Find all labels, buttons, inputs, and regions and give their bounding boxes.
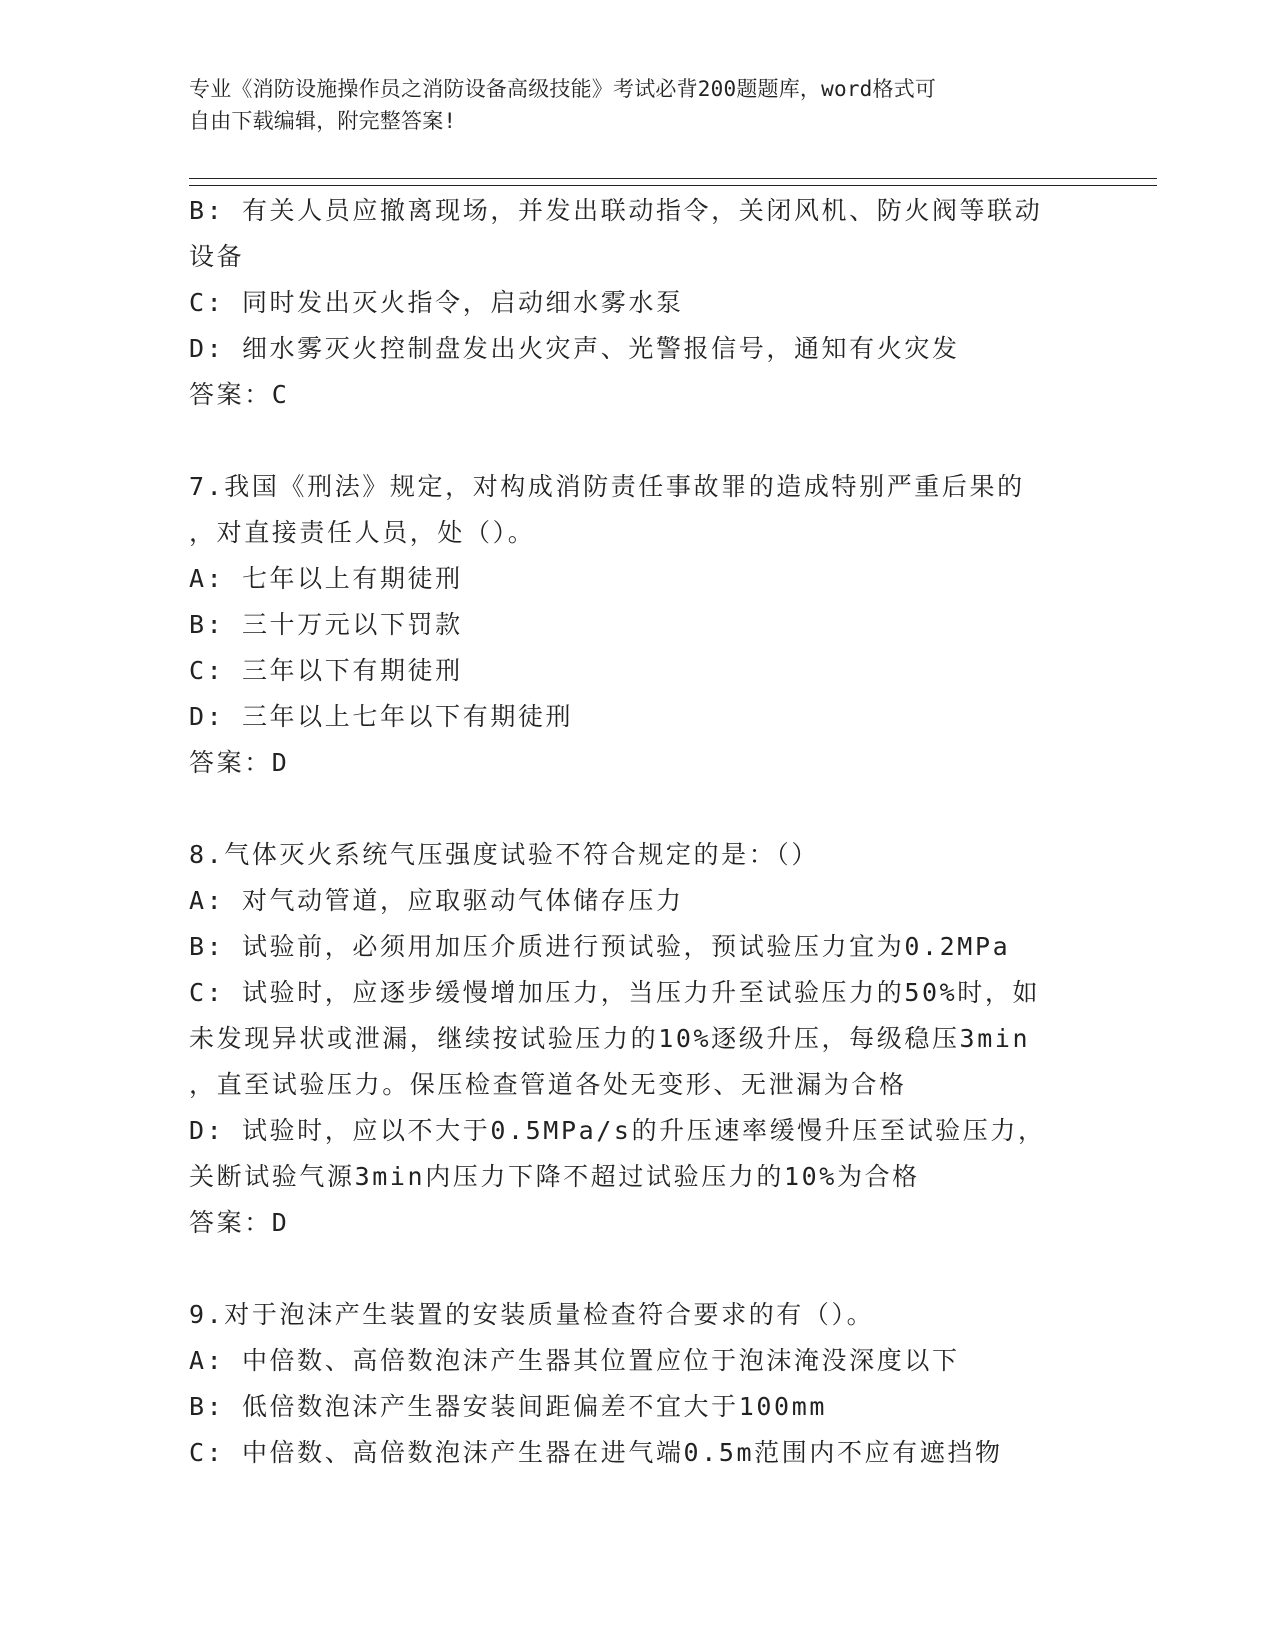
- question-8-answer: 答案：D: [189, 1208, 290, 1237]
- question-6-option-c: C: 同时发出灭火指令，启动细水雾水泵: [189, 288, 684, 317]
- question-7-option-b: B: 三十万元以下罚款: [189, 610, 463, 639]
- question-7-option-a: A: 七年以上有期徒刑: [189, 564, 463, 593]
- question-9-option-a: A: 中倍数、高倍数泡沫产生器其位置应位于泡沫淹没深度以下: [189, 1346, 960, 1375]
- question-8-option-c: C: 试验时，应逐步缓慢增加压力，当压力升至试验压力的50%时，如: [189, 978, 1041, 1007]
- question-8: [189, 832, 1089, 1246]
- question-6-option-d: D: 细水雾灭火控制盘发出火灾声、光警报信号，通知有火灾发: [189, 334, 960, 363]
- document-body: [189, 188, 1089, 1476]
- question-7-answer: 答案：D: [189, 748, 290, 777]
- header-divider-bottom: [189, 185, 1157, 186]
- question-9: [189, 1292, 1089, 1476]
- question-8-option-d: D: 试验时，应以不大于0.5MPa/s的升压速率缓慢升压至试验压力，: [189, 1116, 1046, 1145]
- question-8-option-d-continued: 关断试验气源3min内压力下降不超过试验压力的10%为合格: [189, 1162, 920, 1191]
- question-6-answer: 答案：C: [189, 380, 290, 409]
- question-8-option-a: A: 对气动管道，应取驱动气体储存压力: [189, 886, 684, 915]
- header-title-line-2: 自由下载编辑，附完整答案!: [189, 109, 457, 133]
- spacer: [189, 418, 1089, 464]
- header-divider-top: [189, 178, 1157, 179]
- question-9-stem: 9.对于泡沫产生装置的安装质量检查符合要求的有（）。: [189, 1300, 875, 1329]
- header-title-line-1: 专业《消防设施操作员之消防设备高级技能》考试必背200题题库，word格式可: [189, 77, 937, 101]
- page-header: [189, 73, 1089, 137]
- spacer: [189, 786, 1089, 832]
- question-7-option-c: C: 三年以下有期徒刑: [189, 656, 463, 685]
- question-8-option-c-continued: 未发现异状或泄漏，继续按试验压力的10%逐级升压，每级稳压3min: [189, 1024, 1031, 1053]
- question-7-stem-continued: ，对直接责任人员，处（）。: [189, 518, 536, 547]
- question-6-option-b-continued: 设备: [189, 242, 245, 271]
- spacer: [189, 1246, 1089, 1292]
- question-8-stem: 8.气体灭火系统气压强度试验不符合规定的是：（）: [189, 840, 820, 869]
- question-9-option-b: B: 低倍数泡沫产生器安装间距偏差不宜大于100mm: [189, 1392, 828, 1421]
- question-8-option-b: B: 试验前，必须用加压介质进行预试验，预试验压力宜为0.2MPa: [189, 932, 1011, 961]
- question-6-option-b: B: 有关人员应撤离现场，并发出联动指令，关闭风机、防火阀等联动: [189, 196, 1043, 225]
- question-8-option-c-continued: ，直至试验压力。保压检查管道各处无变形、无泄漏为合格: [189, 1070, 907, 1099]
- question-6: [189, 188, 1089, 418]
- question-9-option-c: C: 中倍数、高倍数泡沫产生器在进气端0.5m范围内不应有遮挡物: [189, 1438, 1003, 1467]
- question-7-stem: 7.我国《刑法》规定，对构成消防责任事故罪的造成特别严重后果的: [189, 472, 1025, 501]
- question-7: [189, 464, 1089, 786]
- question-7-option-d: D: 三年以上七年以下有期徒刑: [189, 702, 574, 731]
